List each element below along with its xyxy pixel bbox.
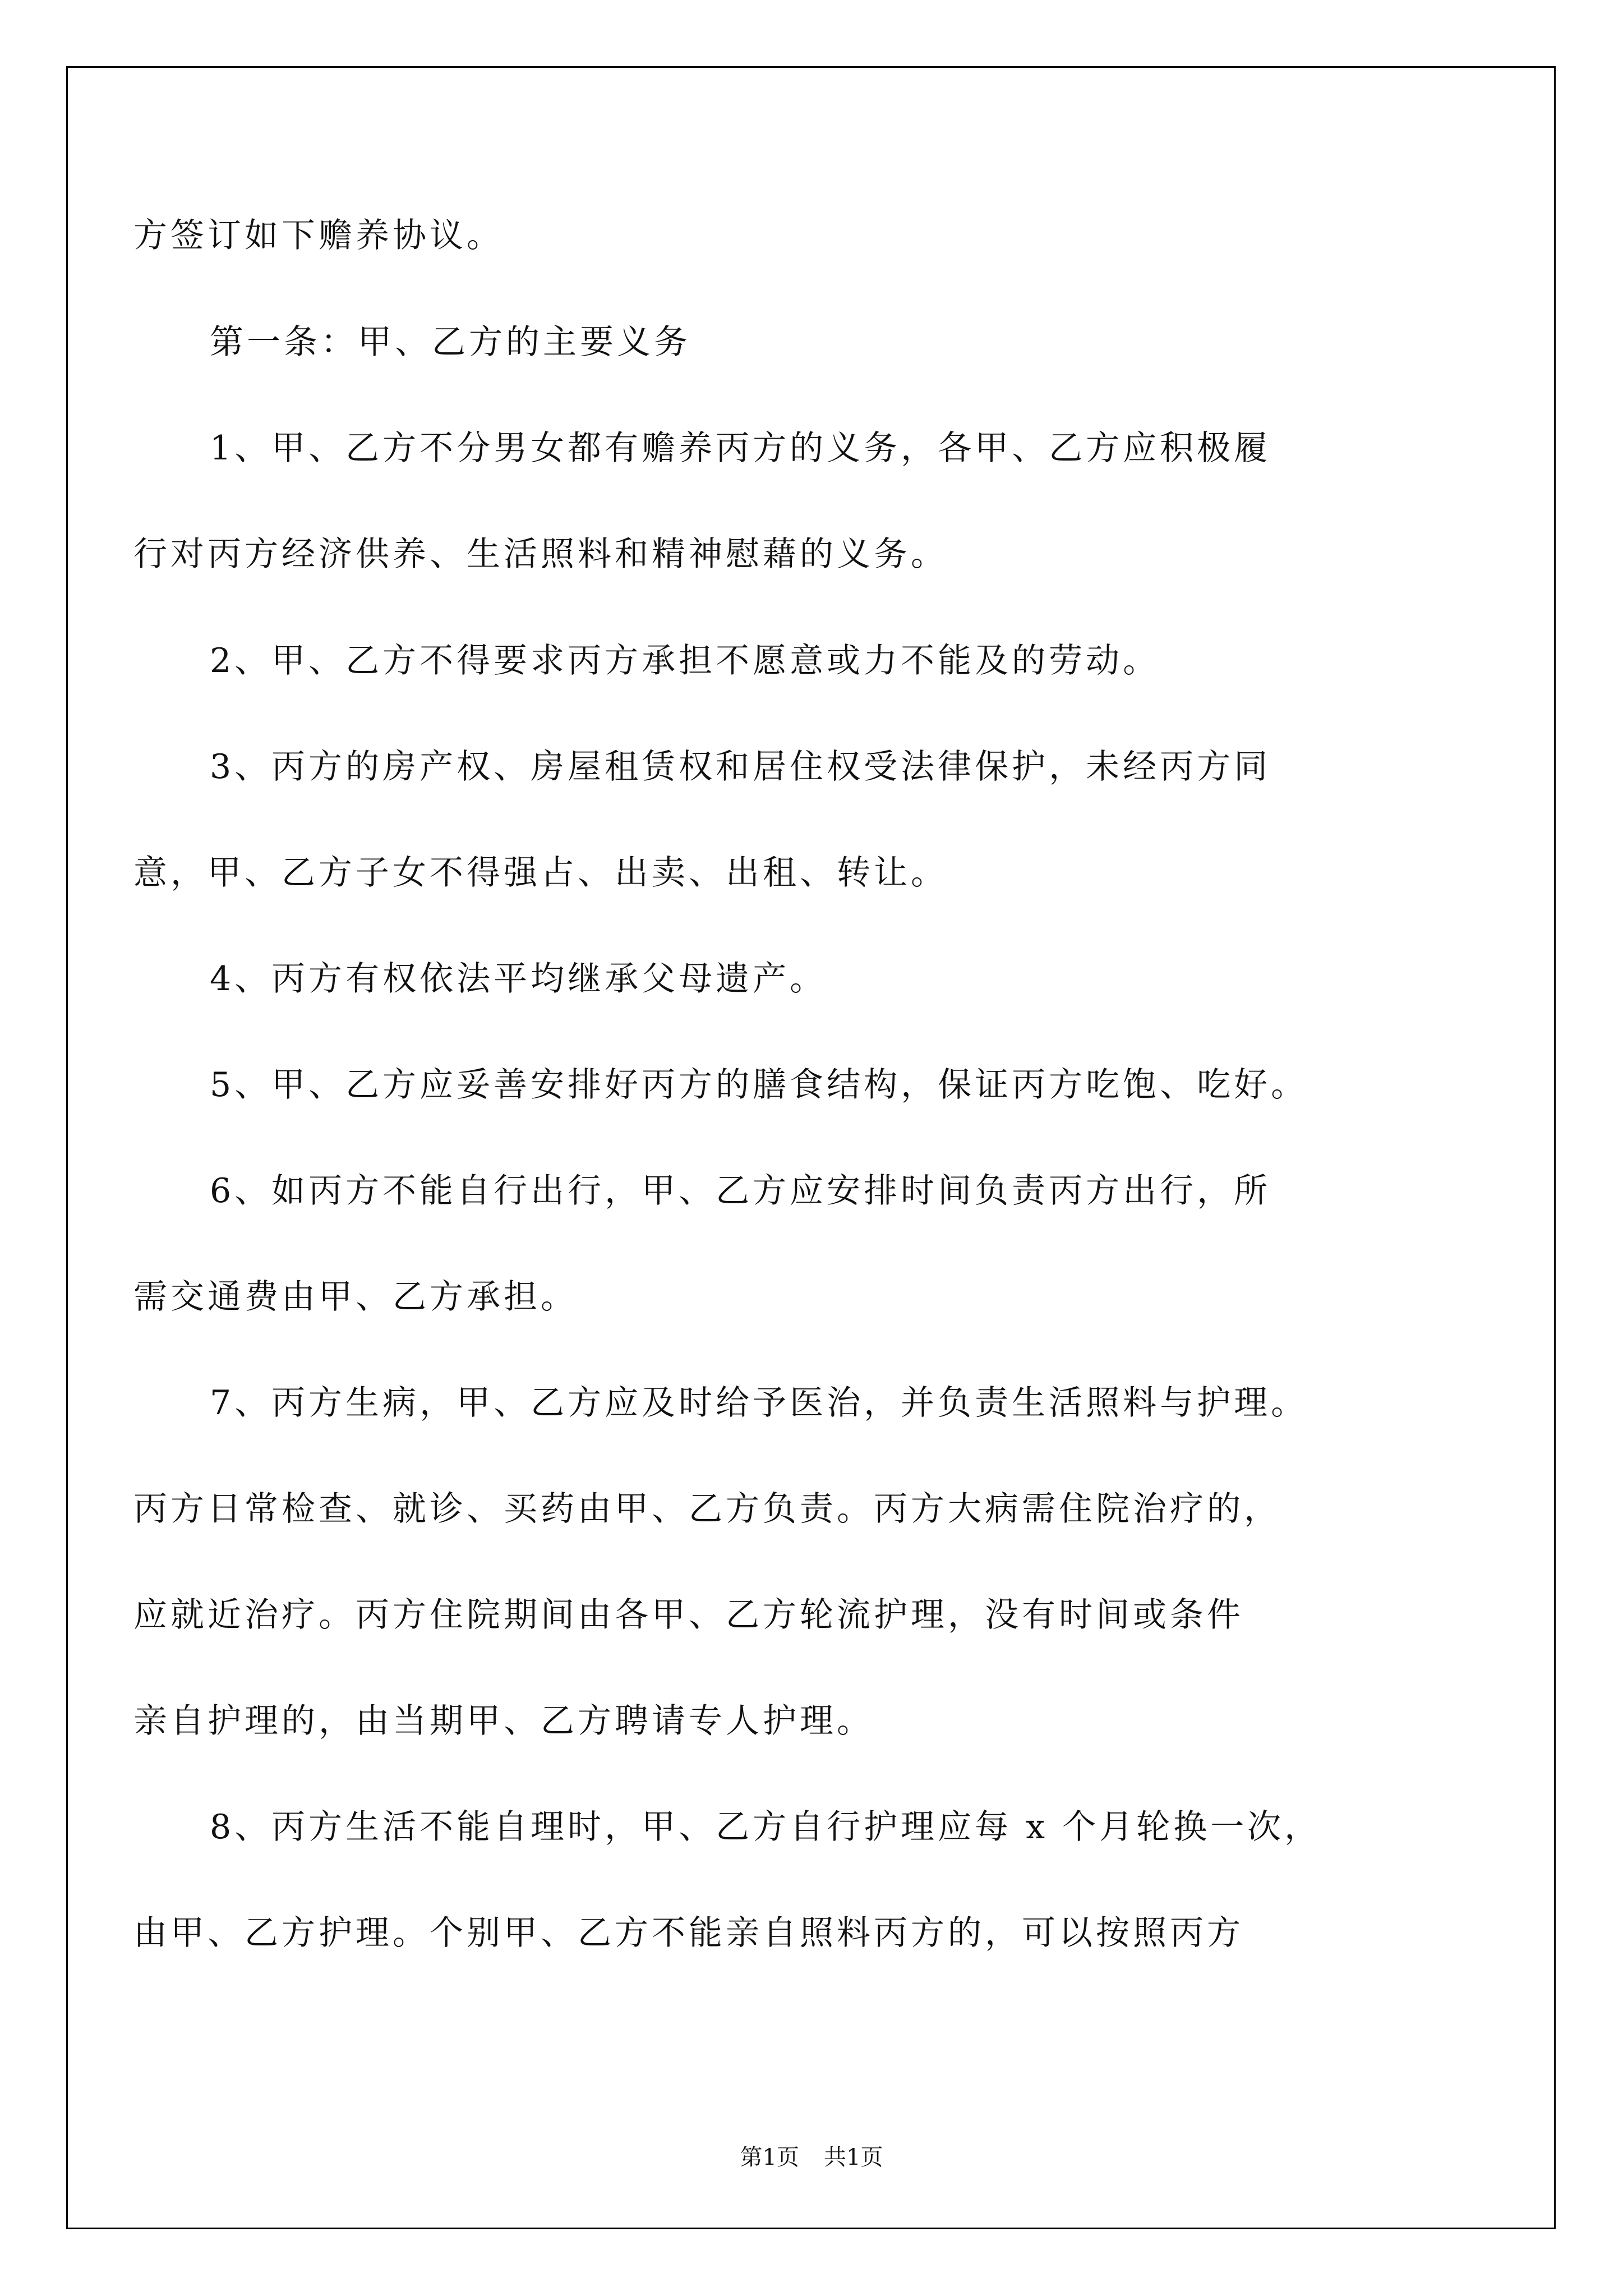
paragraph-line: 3、丙方的房产权、房屋租赁权和居住权受法律保护，未经丙方同 [210, 747, 1271, 786]
paragraph-line: 7、丙方生病，甲、乙方应及时给予医治，并负责生活照料与护理。 [210, 1383, 1308, 1423]
paragraph-line: 丙方日常检查、就诊、买药由甲、乙方负责。丙方大病需住院治疗的， [133, 1489, 1281, 1529]
paragraph-line: 行对丙方经济供养、生活照料和精神慰藉的义务。 [133, 535, 948, 574]
section-heading: 第一条：甲、乙方的主要义务 [210, 323, 691, 362]
paragraph-line: 亲自护理的，由当期甲、乙方聘请专人护理。 [133, 1701, 874, 1741]
paragraph-line: 5、甲、乙方应妥善安排好丙方的膳食结构，保证丙方吃饱、吃好。 [210, 1065, 1308, 1105]
page-border [66, 66, 1556, 2229]
page-number-current: 第1页 [740, 2145, 799, 2170]
page-number-total: 共1页 [824, 2145, 883, 2170]
paragraph-line: 意，甲、乙方子女不得强占、出卖、出租、转让。 [133, 853, 948, 892]
paragraph-line: 应就近治疗。丙方住院期间由各甲、乙方轮流护理，没有时间或条件 [133, 1595, 1244, 1635]
paragraph-line: 2、甲、乙方不得要求丙方承担不愿意或力不能及的劳动。 [210, 641, 1160, 680]
paragraph-line: 1、甲、乙方不分男女都有赡养丙方的义务，各甲、乙方应积极履 [210, 429, 1271, 468]
page-footer [0, 2142, 1623, 2173]
paragraph-line: 由甲、乙方护理。个别甲、乙方不能亲自照料丙方的，可以按照丙方 [133, 1913, 1244, 1953]
paragraph-line: 方签订如下赡养协议。 [133, 216, 504, 255]
paragraph-line: 4、丙方有权依法平均继承父母遗产。 [210, 959, 827, 999]
paragraph-line: 6、如丙方不能自行出行，甲、乙方应安排时间负责丙方出行，所 [210, 1171, 1271, 1211]
paragraph-line: 8、丙方生活不能自理时，甲、乙方自行护理应每 x 个月轮换一次， [210, 1807, 1322, 1847]
paragraph-line: 需交通费由甲、乙方承担。 [133, 1277, 578, 1317]
